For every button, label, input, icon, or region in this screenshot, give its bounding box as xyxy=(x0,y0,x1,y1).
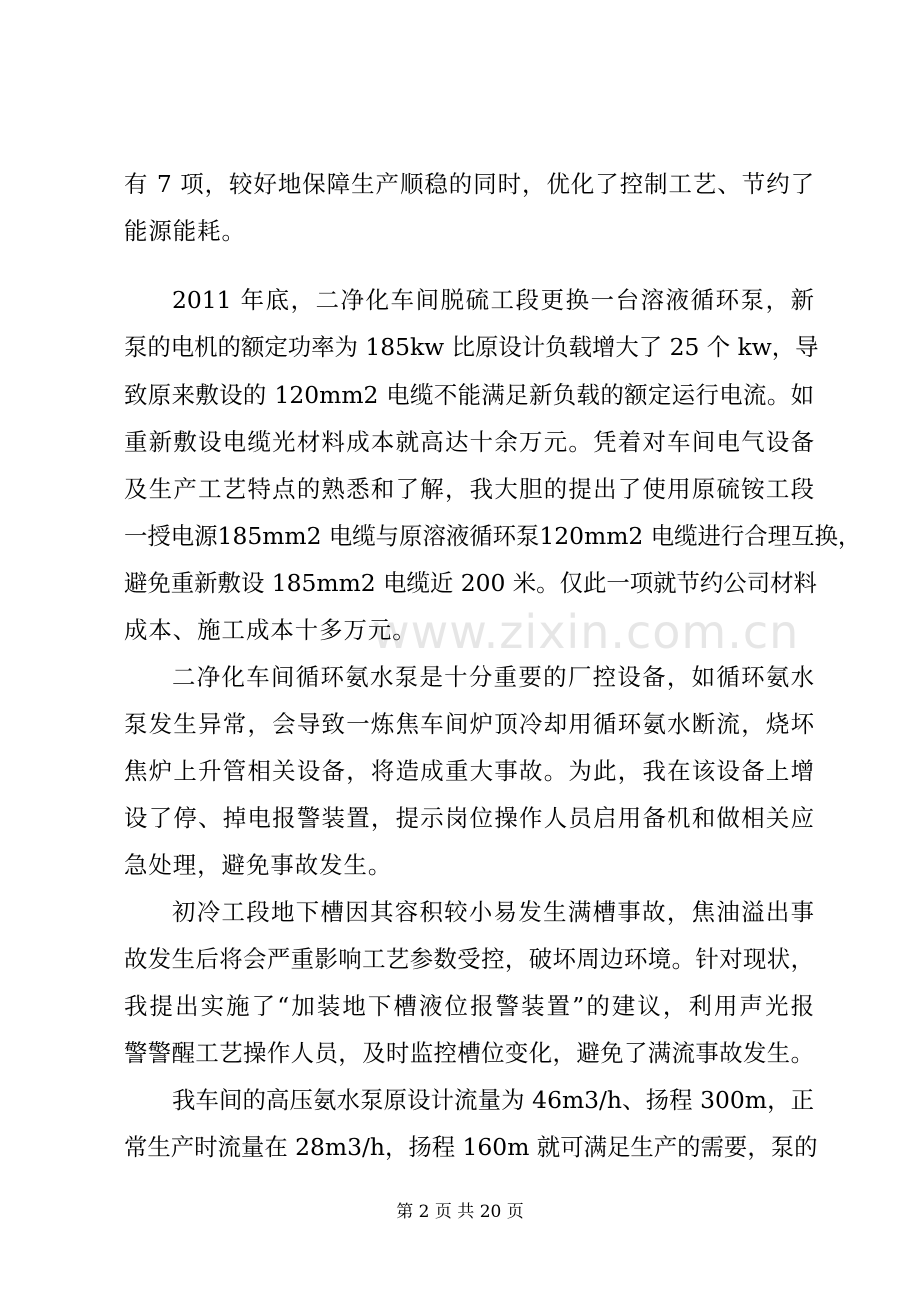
text-line: 能源能耗。 xyxy=(124,217,246,245)
watermark: www.zixin.com.cn xyxy=(372,605,800,659)
paragraph-first-line: 我车间的高压氨水泵原设计流量为 46m3/h、扬程 300m，正 xyxy=(172,1086,814,1114)
text-line: 泵发生异常，会导致一炼焦车间炉顶冷却用循环氨水断流，烧坏 xyxy=(124,710,814,738)
text-line: 泵的电机的额定功率为 185kw 比原设计负载增大了 25 个 kw，导 xyxy=(124,333,819,361)
text-line: 我提出实施了“加装地下槽液位报警装置”的建议，利用声光报 xyxy=(124,992,814,1020)
text-line: 焦炉上升管相关设备，将造成重大事故。为此，我在该设备上增 xyxy=(124,757,814,785)
page-number: 第 2 页 共 20 页 xyxy=(396,1202,524,1222)
text-line: 设了停、掉电报警装置，提示岗位操作人员启用备机和做相关应 xyxy=(124,804,814,832)
text-line: 故发生后将会严重影响工艺参数受控，破坏周边环境。针对现状， xyxy=(124,945,814,973)
text-line: 急处理，避免事故发生。 xyxy=(124,851,393,879)
text-line: 成本、施工成本十多万元。 xyxy=(124,616,417,644)
text-line: 重新敷设电缆光材料成本就高达十余万元。凭着对车间电气设备 xyxy=(124,428,814,456)
text-line: 及生产工艺特点的熟悉和了解，我大胆的提出了使用原硫铵工段 xyxy=(124,475,814,503)
page-footer xyxy=(0,1200,920,1224)
text-line: 致原来敷设的 120mm2 电缆不能满足新负载的额定运行电流。如 xyxy=(124,381,814,409)
paragraph-first-line: 2011 年底，二净化车间脱硫工段更换一台溶液循环泵，新 xyxy=(172,286,814,314)
text-line: 警警醒工艺操作人员，及时监控槽位变化，避免了满流事故发生。 xyxy=(124,1039,814,1067)
text-line: 避免重新敷设 185mm2 电缆近 200 米。仅此一项就节约公司材料 xyxy=(124,569,817,597)
text-line: 常生产时流量在 28m3/h，扬程 160m 就可满足生产的需要，泵的 xyxy=(124,1133,818,1161)
text-line: 有 7 项，较好地保障生产顺稳的同时，优化了控制工艺、节约了 xyxy=(124,170,814,198)
text-line: 一授电源185mm2 电缆与原溶液循环泵120mm2 电缆进行合理互换， xyxy=(124,522,862,550)
paragraph-first-line: 二净化车间循环氨水泵是十分重要的厂控设备，如循环氨水 xyxy=(172,663,814,691)
paragraph-first-line: 初冷工段地下槽因其容积较小易发生满槽事故，焦油溢出事 xyxy=(172,898,814,926)
